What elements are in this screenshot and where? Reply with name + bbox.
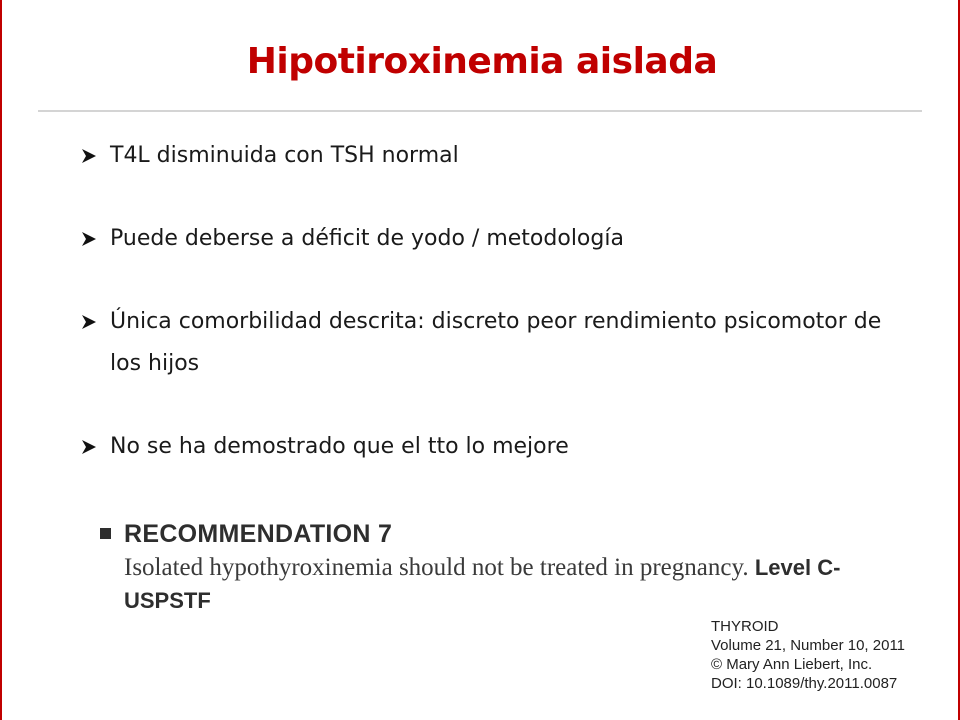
recommendation-excerpt <box>98 517 858 617</box>
citation-volume: Volume 21, Number 10, 2011 <box>711 637 906 654</box>
citation-block <box>711 617 951 693</box>
bullet-item <box>80 426 900 468</box>
recommendation-text <box>98 551 844 617</box>
recommendation-heading-text: RECOMMENDATION 7 <box>124 520 393 548</box>
arrow-bullet-icon <box>80 313 98 331</box>
square-bullet-icon <box>100 528 111 539</box>
bullet-text: No se ha demostrado que el tto lo mejore <box>110 434 569 459</box>
citation-doi: DOI: 10.1089/thy.2011.0087 <box>711 675 898 692</box>
slide-title: Hipotiroxinemia aislada <box>246 41 718 82</box>
bullet-list <box>80 135 900 468</box>
title-divider <box>38 110 922 112</box>
recommendation-body: Isolated hypothyroxinemia should not be treated in pregnancy. <box>124 554 749 581</box>
bullet-item <box>80 135 900 177</box>
citation-journal: THYROID <box>711 618 779 635</box>
bullet-text: T4L disminuida con TSH normal <box>110 143 459 168</box>
recommendation-level: Level C-USPSTF <box>124 555 841 613</box>
citation-publisher: © Mary Ann Liebert, Inc. <box>711 656 873 673</box>
arrow-bullet-icon <box>80 230 98 248</box>
arrow-bullet-icon <box>80 438 98 456</box>
bullet-text: Puede deberse a déficit de yodo / metodología <box>110 226 624 251</box>
recommendation-heading <box>98 517 858 551</box>
bullet-item <box>80 301 900 385</box>
arrow-bullet-icon <box>80 147 98 165</box>
bullet-item <box>80 218 900 260</box>
bullet-text: Única comorbilidad descrita: discreto peor rendimiento psicomotor de los hijos <box>110 309 882 376</box>
